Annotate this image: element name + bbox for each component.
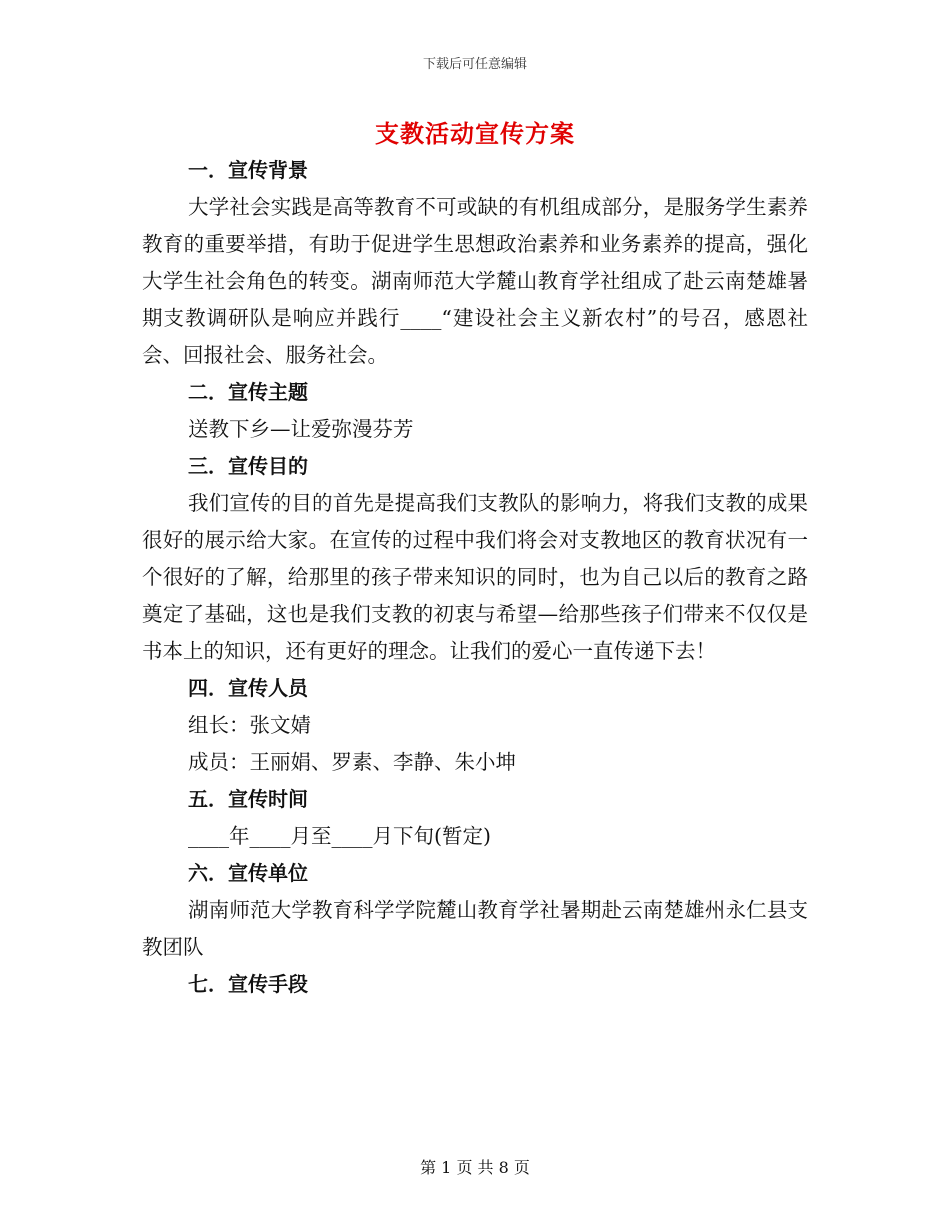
section-heading-time: 五．宣传时间	[188, 787, 308, 811]
section-heading-personnel: 四．宣传人员	[188, 676, 308, 700]
section-line-theme: 送教下乡—让爱弥漫芬芳	[188, 417, 414, 441]
document-title: 支教活动宣传方案	[375, 119, 575, 148]
section-heading-purpose: 三．宣传目的	[188, 454, 308, 478]
section-line-time: ____年____月至____月下旬(暂定)	[188, 824, 491, 848]
personnel-leader: 组长：张文婧	[188, 713, 311, 737]
section-heading-background: 一．宣传背景	[188, 158, 308, 182]
document-body	[142, 152, 808, 1003]
section-heading-theme: 二．宣传主题	[188, 380, 308, 404]
section-paragraph-unit: 湖南师范大学教育科学学院麓山教育学社暑期赴云南楚雄州永仁县支教团队	[142, 898, 808, 959]
section-paragraph-purpose: 我们宣传的目的首先是提高我们支教队的影响力，将我们支教的成果很好的展示给大家。在宣传的过程中我们将会对支教地区的教育状况有一个很好的了解，给那里的孩子带来知识的同时，也为自己以后的教育之路奠定了基础，这也是我们支教的初衷与希望—给那些孩子们带来不仅仅是书本上的知识，还有更好的理念。让我们的爱心一直传递下去！	[142, 491, 808, 663]
section-paragraph-background: 大学社会实践是高等教育不可或缺的有机组成部分，是服务学生素养教育的重要举措，有助于促进学生思想政治素养和业务素养的提高，强化大学生社会角色的转变。湖南师范大学麓山教育学社组成了赴云南楚雄暑期支教调研队是响应并践行____“建设社会主义新农村”的号召，感恩社会、回报社会、服务社会。	[142, 195, 808, 367]
section-heading-means: 七．宣传手段	[188, 972, 308, 996]
personnel-members: 成员：王丽娟、罗素、李静、朱小坤	[188, 750, 516, 774]
section-heading-unit: 六．宣传单位	[188, 861, 308, 885]
page-number: 第 1 页 共 8 页	[420, 1158, 530, 1177]
page-header-note: 下载后可任意编辑	[422, 57, 527, 72]
